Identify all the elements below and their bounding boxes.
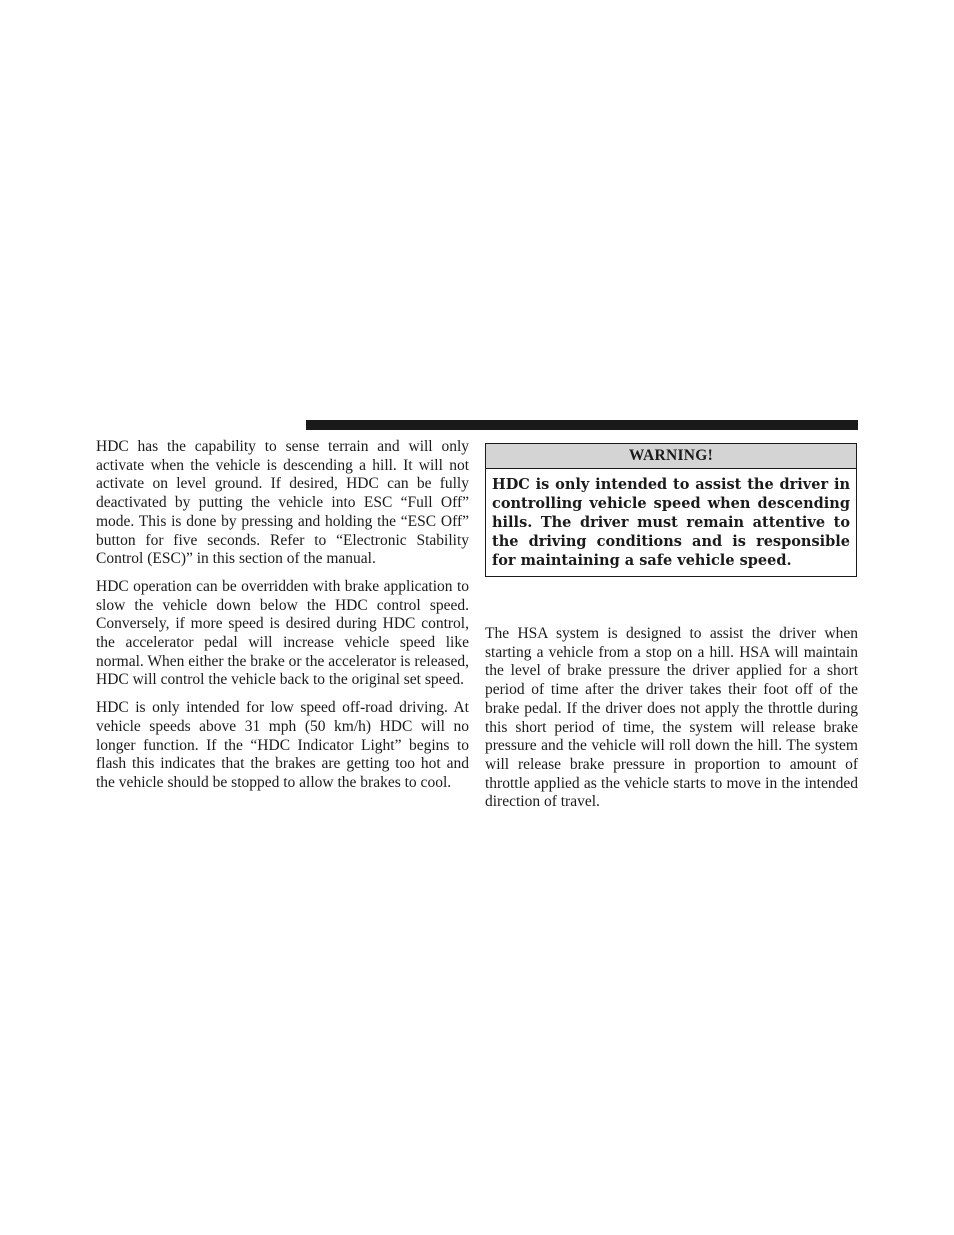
- hsa-paragraph: The HSA system is designed to assist the driver when starting a vehicle from a stop on a hill. HSA will maintain the level of brake pressure the driver applied for a short period of time after the driver takes their foot off of the brake pedal. If the driver does not apply the throttle during this short period of time, the system will release brake pressure and the vehicle will roll down the hill. The system will release brake pressure in proportion to amount of throttle applied as the vehicle starts to move in the intended direction of travel.: [485, 625, 858, 811]
- warning-title: WARNING!: [486, 444, 856, 469]
- right-column: [485, 438, 858, 821]
- left-column: [96, 438, 469, 802]
- hdc-terrain-paragraph: HDC has the capability to sense terrain and will only activate when the vehicle is descending a hill. It will not activate on level ground. If desired, HDC can be fully deactivated by putting the vehicle into ESC “Full Off” mode. This is done by pressing and holding the “ESC Off” button for five seconds. Refer to “Electronic Stability Control (ESC)” in this section of the manual.: [96, 438, 469, 568]
- warning-body: HDC is only intended to assist the driver in controlling vehicle speed when descending hills. The driver must remain attentive to the driving conditions and is responsible for maintaining a safe vehicle speed.: [492, 476, 850, 569]
- header-rule: [306, 420, 858, 430]
- warning-box: [485, 443, 857, 577]
- hdc-override-paragraph: HDC operation can be overridden with brake application to slow the vehicle down below the HDC control speed. Conversely, if more speed is desired during HDC control, the accelerator pedal will increase vehicle speed like normal. When either the brake or the accelerator is released, HDC will control the vehicle back to the original set speed.: [96, 577, 469, 689]
- hdc-speed-paragraph: HDC is only intended for low speed off-road driving. At vehicle speeds above 31 mph (50 km/h) HDC will no longer function. If the “HDC Indicator Light” begins to flash this indicates that the brakes are getting too hot and the vehicle should be stopped to allow the brakes to cool.: [96, 699, 469, 791]
